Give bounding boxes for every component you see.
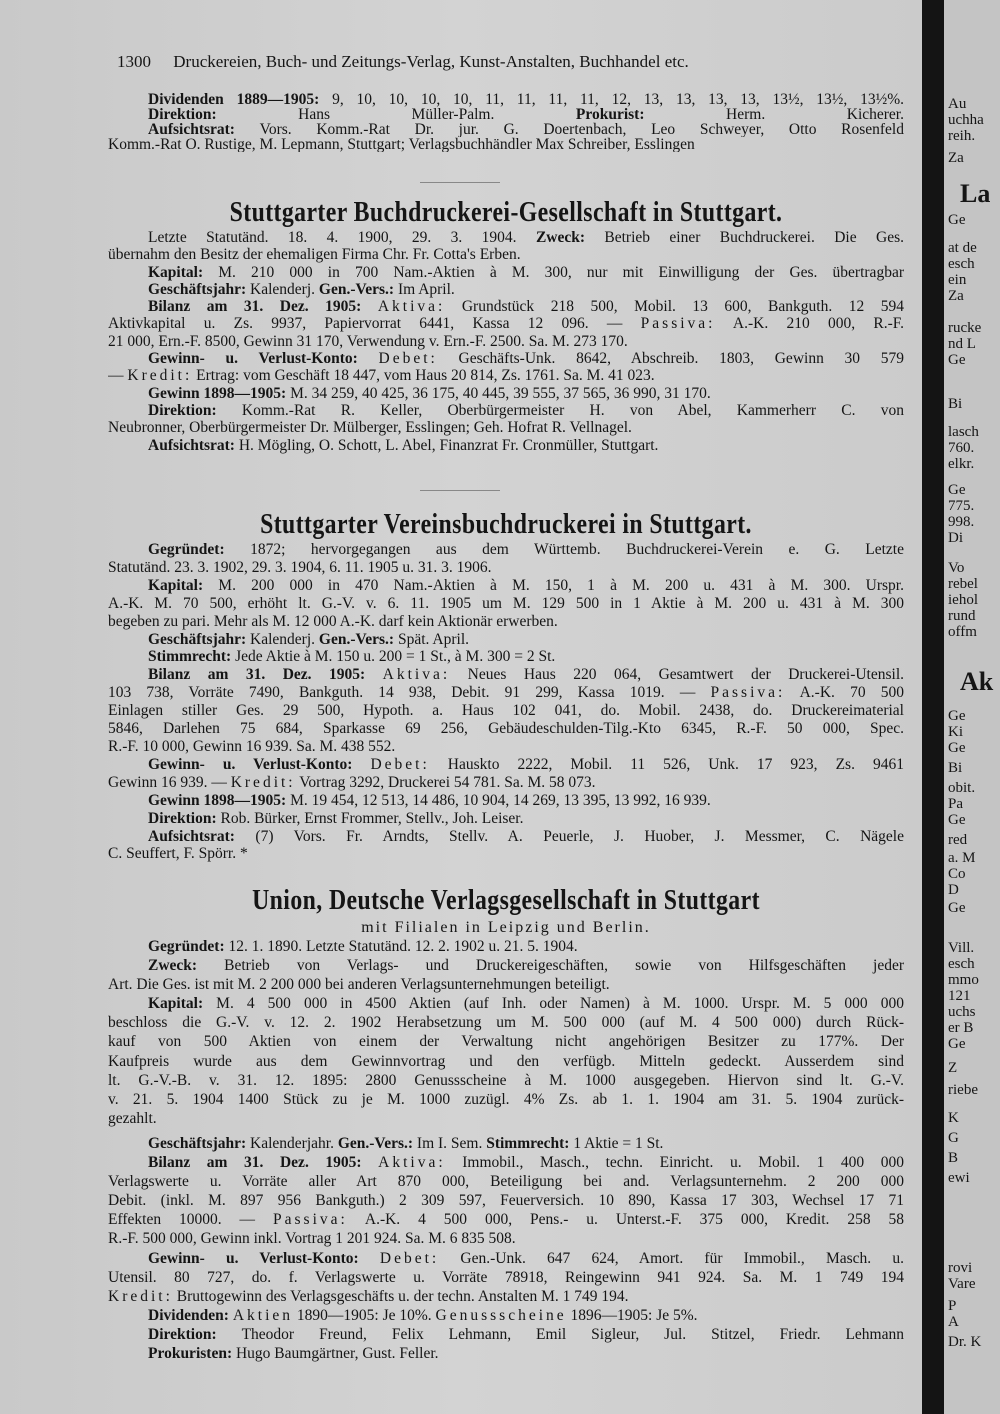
field-text: Komm.-Rat O. Rustige, M. Lepmann, Stuttgart; Verlagsbuchhändler Max Schreiber, Esslingen	[108, 137, 695, 152]
text-line	[108, 385, 904, 402]
field-label: Direktion:	[148, 809, 221, 827]
field-label: Kapital:	[148, 576, 219, 594]
adjacent-page-fragment: rebel	[948, 576, 978, 592]
field-label: Bilanz am 31. Dez. 1905:	[148, 1154, 379, 1172]
text-line	[108, 956, 904, 975]
field-text: Geschäfts-Unk. 8642, Abschreib. 1803, Gewinn 30 579	[437, 350, 904, 368]
adjacent-page-fragment: B	[948, 1150, 959, 1166]
field-text: M. 210 000 in 700 Nam.-Aktien à M. 300, nur mit Einwilligung der Ges. übertragbar	[218, 263, 904, 281]
field-text: Einlagen stiller Ges. 29 500, Hypoth. a. Haus 102 041, do. Mobil. 2438, do. Druckereimaterial	[108, 702, 904, 720]
adjacent-page-fragment: Ge	[948, 352, 966, 368]
field-text: beschloss die G.-V. v. 12. 2. 1902 Herabsetzung um M. 500 000 (auf M. 4 500 000) durch Rück-	[108, 1014, 904, 1032]
spaced-label: Kredit:	[230, 773, 296, 791]
field-text: Spät. April.	[397, 630, 470, 648]
field-label: Direktion:	[148, 1325, 242, 1343]
adjacent-page-fragment: 121	[948, 988, 971, 1004]
entry-continuation	[108, 92, 904, 152]
adjacent-page-fragment: esch	[948, 256, 975, 272]
adjacent-page-fragment: at de	[948, 240, 977, 256]
field-text: Gen.-Unk. 647 624, Amort. für Immobil., Masch. u.	[439, 1249, 904, 1267]
text-line	[108, 756, 904, 774]
adjacent-page-fragment: A	[948, 1314, 959, 1330]
field-label: Direktion:	[148, 107, 299, 122]
field-text: Betrieb von Verlags- und Druckereigeschäften, sowie von Hilfsgeschäften jeder	[224, 957, 904, 975]
adjacent-page-fragment: riebe	[948, 1082, 978, 1098]
text-line	[108, 367, 904, 384]
text-line	[108, 315, 904, 332]
adjacent-page-fragment: Bi	[948, 760, 963, 776]
field-label: Gewinn- u. Verlust-Konto:	[148, 1249, 380, 1267]
text-line	[108, 1306, 904, 1325]
entry-stuttgarter-buchdruckerei-gesellschaft	[108, 196, 904, 454]
adjacent-page-fragment: P	[948, 1298, 957, 1314]
adjacent-page-fragment: G	[948, 1130, 959, 1146]
text-line	[108, 828, 904, 846]
field-text: A.-K. 4 500 000, Pens.- u. Unterst.-F. 375 000, Kredit. 258 58	[347, 1211, 904, 1229]
field-text: Rob. Bürker, Ernst Frommer, Stellv., Joh. Leiser.	[220, 809, 524, 827]
field-text: R.-F. 500 000, Gewinn inkl. Vortrag 1 201 924. Sa. M. 6 835 508.	[108, 1230, 516, 1248]
field-text: Bruttogewinn des Verlagsgeschäfts u. der techn. Anstalten M. 1 749 194.	[172, 1287, 629, 1305]
field-text: v. 21. 5. 1904 1400 Stück zu je M. 1000 zuzügl. 4% Zs. ab 1. 1. 1904 am 31. 5. 1904 zurück-	[108, 1090, 904, 1108]
field-label: Gegründet:	[148, 541, 251, 558]
adjacent-page-fragment: 775.	[948, 498, 975, 514]
text-line	[108, 738, 904, 756]
text-line	[108, 1052, 904, 1071]
field-text: 12. 1. 1890. Letzte Statutänd. 12. 2. 1902 u. 21. 5. 1904.	[228, 938, 578, 955]
adjacent-page-fragment: lasch	[948, 424, 979, 440]
adjacent-page-fragment: Ak	[960, 667, 994, 696]
adjacent-page-fragment: ein	[948, 272, 967, 288]
adjacent-page-fragment: Vo	[948, 560, 965, 576]
field-label: Geschäftsjahr:	[148, 630, 251, 648]
adjacent-page-fragment: Au	[948, 96, 967, 112]
text-line	[108, 631, 904, 649]
field-label: Stimmrecht:	[486, 1134, 574, 1152]
adjacent-page-fragment: uchha	[948, 112, 984, 128]
field-label: Direktion:	[148, 401, 242, 419]
text-line	[108, 613, 904, 631]
text-line	[108, 1229, 904, 1248]
adjacent-page-fragment: La	[960, 179, 991, 208]
text-line	[108, 419, 904, 436]
text-line	[108, 1210, 904, 1229]
field-label: Zweck:	[148, 957, 225, 975]
adjacent-page-fragment: esch	[948, 956, 975, 972]
text-line	[108, 92, 904, 107]
adjacent-page-fragment: Ge	[948, 708, 966, 724]
text-line	[108, 107, 904, 122]
adjacent-page-fragment: Pa	[948, 796, 963, 812]
text-line	[108, 229, 904, 246]
entry-title: Stuttgarter Vereinsbuchdruckerei in Stuttgart.	[260, 508, 752, 540]
field-text: Letzte Statutänd. 18. 4. 1900, 29. 3. 1904.	[148, 229, 536, 246]
text-line	[108, 1090, 904, 1109]
adjacent-page-fragment: Za	[948, 288, 964, 304]
field-text: Art. Die Ges. ist mit M. 2 200 000 bei anderen Verlagsunternehmungen beteiligt.	[108, 976, 610, 994]
spaced-label: Passiva:	[273, 1211, 348, 1229]
field-label: Gen.-Vers.:	[337, 1134, 417, 1152]
field-text: Komm.-Rat R. Keller, Oberbürgermeister H. von Abel, Kammerherr C. von	[241, 401, 904, 419]
field-text: 1872; hervorgegangen aus dem Württemb. Buchdruckerei-Verein e. G. Letzte	[250, 541, 904, 558]
field-text: A.-K. M. 70 500, erhöht lt. G.-V. v. 6. 11. 1905 um M. 129 500 in 1 Aktie à M. 200 u. 431 à M. 300	[108, 594, 904, 612]
entry-title: Stuttgarter Buchdruckerei-Gesellschaft in Stuttgart.	[229, 196, 783, 228]
text-line	[108, 1325, 904, 1344]
text-line	[108, 774, 904, 792]
field-text: übernahm den Besitz der ehemaligen Firma Chr. Fr. Cotta's Erben.	[108, 246, 521, 264]
text-line	[108, 1109, 904, 1128]
divider	[420, 182, 500, 183]
spaced-label: Aktiva:	[377, 298, 446, 316]
page-number: 1300	[117, 52, 151, 71]
text-line	[108, 666, 904, 684]
spaced-label: Debet:	[379, 1249, 440, 1267]
field-text: 1896—1905: Je 5%.	[566, 1306, 698, 1324]
field-text: 1890—1905: Je 10%.	[293, 1306, 436, 1324]
field-text: begeben zu pari. Mehr als M. 12 000 A.-K. darf kein Aktionär erwerben.	[108, 612, 558, 630]
field-text: Hans Müller-Palm.	[298, 107, 576, 122]
adjacent-page-fragment: Ge	[948, 740, 966, 756]
adjacent-page-fragment: Vare	[948, 1276, 976, 1292]
field-text: H. Mögling, O. Schott, L. Abel, Finanzrat Fr. Cronmüller, Stuttgart.	[238, 436, 659, 454]
text-line	[108, 684, 904, 702]
text-line	[108, 281, 904, 298]
text-line	[108, 402, 904, 419]
field-text: Neubronner, Oberbürgermeister Dr. Mülberger, Esslingen; Geh. Hofrat R. Vellnagel.	[108, 419, 632, 437]
field-label: Zweck:	[535, 229, 605, 246]
field-label: Gewinn- u. Verlust-Konto:	[148, 350, 379, 368]
text-line	[108, 1032, 904, 1051]
field-label: Prokuristen:	[148, 1344, 236, 1362]
field-label: Kapital:	[148, 263, 219, 281]
text-line	[108, 541, 904, 559]
text-line	[108, 810, 904, 828]
running-header	[117, 52, 837, 72]
spaced-label: Aktiva:	[378, 1154, 446, 1172]
field-text: 1 Aktie = 1 St.	[573, 1134, 664, 1152]
adjacent-page-fragment: Ge	[948, 900, 966, 916]
spaced-label: Genussscheine	[435, 1306, 567, 1324]
text-line	[108, 1268, 904, 1287]
field-text: Kalenderjahr.	[250, 1134, 338, 1152]
field-text: Im April.	[397, 280, 455, 298]
field-text: Herm. Kicherer.	[726, 107, 904, 122]
text-line	[108, 845, 904, 863]
field-text: Utensil. 80 727, do. f. Verlagswerte u. Vorräte 78918, Reingewinn 941 924. Sa. M. 1 749 194	[108, 1268, 904, 1286]
adjacent-page-fragment: obit.	[948, 780, 976, 796]
adjacent-page-fragment: Ge	[948, 1036, 966, 1052]
entry-title: Union, Deutsche Verlagsgesellschaft in Stuttgart	[252, 884, 760, 916]
text-line	[108, 595, 904, 613]
text-line	[108, 994, 904, 1013]
text-line	[108, 792, 904, 810]
field-text: A.-K. 210 000, R.-F.	[715, 315, 904, 333]
field-label: Geschäftsjahr:	[148, 1134, 251, 1152]
text-line	[108, 1287, 904, 1306]
spaced-label: Kredit:	[127, 367, 193, 385]
adjacent-page-fragment: offm	[948, 624, 977, 640]
text-line	[108, 246, 904, 263]
adjacent-page-fragment: er B	[948, 1020, 974, 1036]
adjacent-page-fragment: 998.	[948, 514, 975, 530]
spaced-label: Aktiva:	[382, 666, 451, 684]
field-text: Theodor Freund, Felix Lehmann, Emil Sigleur, Jul. Stitzel, Friedr. Lehmann	[241, 1325, 904, 1343]
field-text: Statutänd. 23. 3. 1902, 29. 3. 1904, 6. 11. 1905 u. 31. 3. 1906.	[108, 558, 492, 576]
text-line	[108, 1071, 904, 1090]
adjacent-page-fragment: D	[948, 882, 959, 898]
adjacent-page-fragment: iehol	[948, 592, 978, 608]
adjacent-page-fragment: Bi	[948, 396, 963, 412]
text-line	[108, 1191, 904, 1210]
adjacent-page-fragment: rovi	[948, 1260, 973, 1276]
field-label: Dividenden:	[148, 1306, 233, 1324]
field-text: Ertrag: vom Geschäft 18 447, vom Haus 20 814, Zs. 1761. Sa. M. 41 023.	[192, 367, 655, 385]
field-label: Prokurist:	[575, 107, 727, 122]
adjacent-page-fragment: Z	[948, 1060, 958, 1076]
field-text: gezahlt.	[108, 1109, 157, 1127]
field-text: C. Seuffert, F. Spörr. *	[108, 845, 248, 863]
field-label: Dividenden 1889—1905:	[148, 92, 333, 107]
field-label: Gewinn 1898—1905:	[148, 791, 291, 809]
field-text: Immobil., Masch., techn. Einricht. u. Mobil. 1 400 000	[445, 1154, 904, 1172]
adjacent-page-fragment: Za	[948, 150, 964, 166]
adjacent-page-fragment: Dr. K	[948, 1334, 982, 1350]
adjacent-page-fragment: uchs	[948, 1004, 976, 1020]
field-text: —	[108, 367, 128, 385]
field-text: Aktivkapital u. Zs. 9937, Papiervorrat 6441, Kassa 12 096. —	[108, 315, 641, 333]
page-gutter	[922, 0, 944, 1414]
adjacent-page-strip	[944, 0, 1000, 1414]
text-line	[108, 1249, 904, 1268]
field-text: Verlagswerte u. Vorräte aller Art 870 000, Beteiligung bei and. Verlagsunternehm. 2 200 000	[108, 1173, 904, 1191]
adjacent-page-fragment: reih.	[948, 128, 976, 144]
adjacent-page-fragment: rucke	[948, 320, 982, 336]
adjacent-page-fragment: Ge	[948, 212, 966, 228]
spaced-label: Debet:	[378, 350, 438, 368]
field-label: Stimmrecht:	[148, 648, 236, 666]
field-text: Kalenderj.	[250, 280, 319, 298]
adjacent-page-fragment: nd L	[948, 336, 976, 352]
spaced-label: Aktien	[232, 1306, 294, 1324]
field-text: Grundstück 218 500, Mobil. 13 600, Bankguth. 12 594	[445, 298, 904, 316]
text-line	[108, 437, 904, 454]
field-text: Jede Aktie à M. 150 u. 200 = 1 St., à M. 300 = 2 St.	[235, 648, 556, 666]
adjacent-page-fragment: Ki	[948, 724, 963, 740]
field-text: Im I. Sem.	[416, 1134, 487, 1152]
text-line	[108, 1013, 904, 1032]
field-text: Debit. (inkl. M. 897 956 Bankguth.) 2 309 597, Feuerversich. 10 890, Kassa 17 303, Wechsel 17 71	[108, 1192, 904, 1210]
field-label: Gegründet:	[148, 938, 229, 955]
spaced-label: Debet:	[370, 755, 430, 773]
field-text: Vors. Komm.-Rat Dr. jur. G. Doertenbach, Leo Schweyer, Otto Rosenfeld	[259, 122, 904, 137]
field-label: Gewinn 1898—1905:	[148, 384, 291, 402]
field-text: Vortrag 3292, Druckerei 54 781. Sa. M. 58 073.	[295, 773, 596, 791]
divider	[420, 490, 500, 491]
field-label: Aufsichtsrat:	[148, 827, 256, 845]
text-line	[108, 577, 904, 595]
adjacent-page-fragment: Co	[948, 866, 966, 882]
text-line	[108, 122, 904, 137]
field-label: Bilanz am 31. Dez. 1905:	[148, 666, 383, 684]
field-text: M. 200 000 in 470 Nam.-Aktien à M. 150, 1 à M. 200 u. 431 à M. 300. Urspr.	[218, 576, 904, 594]
field-text: M. 4 500 000 in 4500 Aktien (auf Inh. oder Namen) à M. 1000. Urspr. M. 5 000 000	[216, 995, 904, 1013]
adjacent-page-fragment: a. M	[948, 850, 976, 866]
field-text: Kaufpreis wurde aus dem Gewinnvortrag und den verfügb. Mitteln gedeckt. Ausserdem sind	[108, 1052, 904, 1070]
field-text: Kalenderj.	[250, 630, 319, 648]
adjacent-page-fragment: Ge	[948, 812, 966, 828]
field-label: Gen.-Vers.:	[318, 630, 398, 648]
field-text: Neues Haus 220 064, Gesamtwert der Druckerei-Utensil.	[450, 666, 904, 684]
field-text: M. 19 454, 12 513, 14 486, 10 904, 14 269, 13 395, 13 992, 16 939.	[290, 791, 711, 809]
text-line	[108, 264, 904, 281]
text-line	[108, 702, 904, 720]
field-text: Hauskto 2222, Mobil. 11 526, Unk. 17 923, Zs. 9461	[429, 755, 904, 773]
adjacent-page-fragment: Ge	[948, 482, 966, 498]
field-label: Gen.-Vers.:	[318, 280, 398, 298]
text-line	[108, 298, 904, 315]
field-text: 103 738, Vorräte 7490, Bankguth. 14 938, Debit. 91 299, Kassa 1019. —	[108, 684, 711, 702]
adjacent-page-fragment: 760.	[948, 440, 975, 456]
field-text: (7) Vors. Fr. Arndts, Stellv. A. Peuerle, J. Huober, J. Messmer, C. Nägele	[255, 827, 904, 845]
text-line	[108, 1344, 904, 1363]
entry-union-deutsche-verlagsgesellschaft	[108, 884, 904, 1363]
adjacent-page-fragment: K	[948, 1110, 959, 1126]
adjacent-page-fragment: elkr.	[948, 456, 975, 472]
field-text: M. 34 259, 40 425, 36 175, 40 445, 39 555, 37 565, 36 990, 31 170.	[290, 384, 711, 402]
text-line	[108, 1153, 904, 1172]
field-label: Aufsichtsrat:	[148, 122, 260, 137]
field-label: Bilanz am 31. Dez. 1905:	[148, 298, 378, 316]
text-line	[108, 137, 904, 152]
spaced-label: Passiva:	[710, 684, 786, 702]
field-label: Gewinn- u. Verlust-Konto:	[148, 755, 371, 773]
text-line	[108, 350, 904, 367]
field-text: Effekten 10000. —	[108, 1211, 273, 1229]
text-line	[108, 1172, 904, 1191]
field-text: 9, 10, 10, 10, 10, 11, 11, 11, 11, 12, 13, 13, 13, 13, 13½, 13½, 13½%.	[332, 92, 904, 107]
adjacent-page-fragment: red	[948, 832, 968, 848]
field-text: 5846, Darlehen 75 684, Sparkasse 69 256, Gebäudeschulden-Tilg.-Kto 6345, R.-F. 50 000, Spec.	[108, 720, 904, 738]
field-label: Kapital:	[148, 995, 217, 1013]
adjacent-page-fragment: ewi	[948, 1170, 970, 1186]
spaced-label: Passiva:	[640, 315, 716, 333]
text-line	[108, 975, 904, 994]
text-line	[108, 559, 904, 577]
text-line	[108, 1134, 904, 1153]
adjacent-page-fragment: Vill.	[948, 940, 975, 956]
field-text: Betrieb einer Buchdruckerei. Die Ges.	[604, 229, 904, 246]
text-line	[108, 720, 904, 738]
text-line	[108, 333, 904, 350]
field-label: Aufsichtsrat:	[148, 436, 239, 454]
spaced-label: Kredit:	[108, 1287, 173, 1305]
field-text: lt. G.-V.-B. v. 31. 12. 1895: 2800 Genussscheine à M. 1000 ausgegeben. Hiervon sind lt. G.-V.	[108, 1071, 904, 1089]
field-text: 21 000, Ern.-F. 8500, Gewinn 31 170, Verwendung v. Ern.-F. 2500. Sa. M. 273 170.	[108, 332, 628, 350]
field-text: Gewinn 16 939. —	[108, 773, 231, 791]
text-line	[108, 937, 904, 956]
adjacent-page-fragment: mmo	[948, 972, 979, 988]
field-text: Hugo Baumgärtner, Gust. Feller.	[235, 1344, 439, 1362]
field-text: kauf von 500 Aktien von einem der Verwaltung nicht angehörigen Besitzer zu 177%. Der	[108, 1033, 904, 1051]
entry-stuttgarter-vereinsbuchdruckerei	[108, 508, 904, 863]
running-title: Druckereien, Buch- und Zeitungs-Verlag, Kunst-Anstalten, Buchhandel etc.	[173, 52, 689, 71]
adjacent-page-fragment: Di	[948, 530, 963, 546]
text-line	[108, 648, 904, 666]
entry-subtitle: mit Filialen in Leipzig und Berlin.	[361, 919, 651, 936]
field-text: R.-F. 10 000, Gewinn 16 939. Sa. M. 438 552.	[108, 737, 396, 755]
field-label: Geschäftsjahr:	[148, 280, 251, 298]
adjacent-page-fragment: rund	[948, 608, 976, 624]
field-text: A.-K. 70 500	[785, 684, 904, 702]
